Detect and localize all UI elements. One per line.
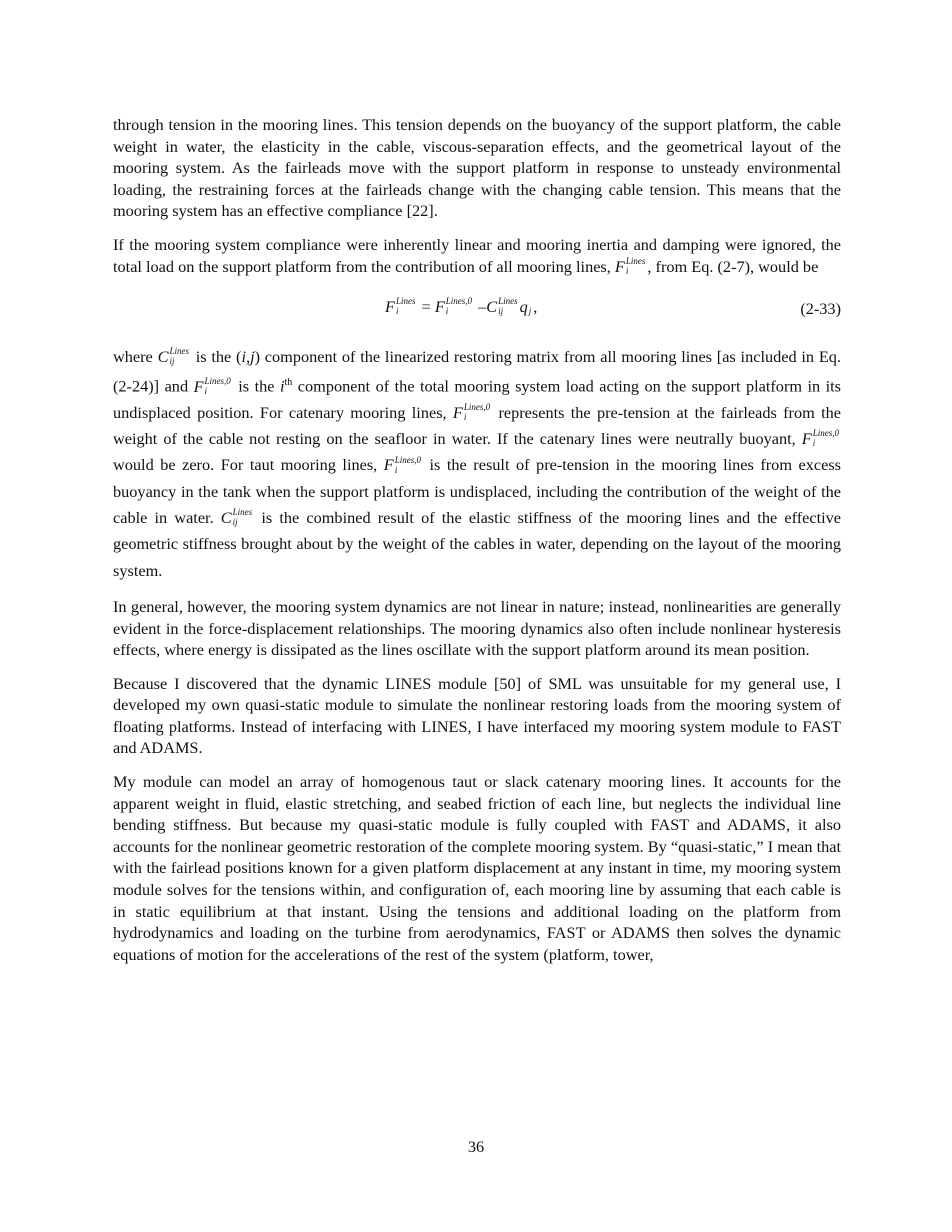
math-F-lines (385, 296, 417, 318)
math-C-lines (486, 296, 519, 318)
paragraph-module-capabilities: My module can model an array of homogenous taut or slack catenary mooring lines. It accounts for the apparent weight in fluid, elastic stretching, and seabed friction of each line, but neglects the individual line bending stiffness. But because my quasi-static module is fully coupled with FAST and ADAMS, it also accounts for the nonlinear geometric restoration of the complete mooring system. By “quasi-static,” I mean that with the fairlead positions known for a given platform displacement at any instant in time, my mooring system module solves for the tensions within, and configuration of, each mooring line by assuming that each cable is in static equilibrium at that instant. Using the tensions and additional loading on the platform from hydrodynamics and loading on the turbine from aerodynamics, FAST or ADAMS then solves the dynamic equations of motion for the accelerations of the rest of the system (platform, tower, (113, 772, 841, 964)
scripts (396, 296, 416, 316)
superscript: Lines (498, 296, 518, 307)
symbol: C (157, 346, 169, 366)
subscript: ij (169, 356, 175, 367)
scripts (233, 507, 253, 527)
subscript: i (395, 306, 399, 317)
scripts (205, 376, 231, 396)
text: represents the pre-tension at the fairleads from the weight of the cable not resting on the seafloor in water. If the catenary lines were neutrally buoyant, (113, 402, 841, 449)
subscript: i (204, 385, 208, 396)
paragraph-module-development: Because I discovered that the dynamic LINES module [50] of SML was unsuitable for my general use, I developed my own quasi-static module to simulate the nonlinear restoring loads from the mooring system of floating platforms. Instead of interfacing with LINES, I have interfaced my mooring system module to FAST and ADAMS. (113, 673, 841, 758)
subscript: i (625, 265, 629, 276)
superscript: Lines (395, 296, 416, 307)
math-F-lines0 (384, 452, 423, 478)
math-F-lines0 (194, 374, 233, 400)
equation-number: (2-33) (800, 298, 841, 318)
superscript: Lines (232, 507, 253, 518)
italic-ij: i,j (241, 346, 255, 366)
symbol: C (220, 508, 232, 528)
math-F-lines (615, 256, 647, 278)
text: where (113, 346, 153, 366)
text: ) component of the linearized restoring matrix from all mooring lines [as included in Eq. (2-24)] and (113, 346, 841, 396)
scripts (395, 455, 421, 475)
page-number: 36 (467, 1137, 485, 1156)
symbol: F (434, 296, 445, 316)
paragraph-restoring-matrix (113, 344, 841, 584)
scripts (529, 296, 532, 316)
equation-body (385, 296, 537, 318)
subscript: ij (232, 517, 238, 528)
math-C-lines (221, 505, 254, 531)
subscript: i (812, 438, 816, 449)
symbol: F (383, 455, 394, 475)
text: If the mooring system compliance were inherently linear and mooring inertia and damping were ignored, the total load on the support platform from the contribution of all mooring lines, (113, 234, 841, 276)
superscript: Lines,0 (445, 296, 473, 307)
superscript: Lines,0 (463, 402, 491, 413)
subscript: ij (498, 306, 504, 317)
comma: , (533, 296, 538, 316)
math-C-lines (158, 344, 191, 370)
paragraph-mooring-tension: through tension in the mooring lines. This tension depends on the buoyancy of the support platform, the cable weight in water, the elasticity in the cable, viscous-separation effects, and the geometrical layout of the mooring system. As the fairleads move with the support platform in response to unsteady environmental loading, the restraining forces at the fairleads change with the changing cable tension. This means that the mooring system has an effective compliance [22]. (113, 115, 841, 221)
symbol: F (614, 256, 625, 276)
subscript: j (528, 306, 532, 317)
ordinal-th: th (284, 377, 293, 389)
superscript: Lines,0 (204, 375, 231, 386)
math-q-j (520, 296, 534, 318)
subscript: i (445, 306, 449, 317)
scripts (464, 402, 490, 422)
text: is the result of pre-tension in the mooring lines from excess buoyancy in the tank when the support platform is undisplaced, including the contribution of the weight of the cable in water. (113, 455, 841, 528)
superscript: Lines (169, 346, 189, 357)
paragraph-linear-compliance (113, 234, 841, 278)
subscript: i (394, 464, 398, 475)
symbol: F (193, 376, 204, 396)
symbol: F (385, 296, 395, 316)
superscript: Lines (625, 255, 646, 266)
text: , from Eq. (2-7), would be (647, 256, 819, 276)
math-F-lines0 (453, 400, 492, 426)
document-page (113, 114, 841, 977)
equals-sign: = (421, 296, 431, 316)
text: is the ( (195, 346, 242, 366)
subscript: i (463, 412, 467, 423)
math-F-lines0 (802, 426, 841, 452)
minus-sign: – (478, 296, 487, 316)
italic-i: i (280, 376, 285, 396)
symbol: F (452, 402, 463, 422)
text: would be zero. For taut mooring lines, (113, 455, 378, 475)
text: is the (238, 376, 275, 396)
math-F-lines0 (435, 296, 474, 318)
equation-2-33 (113, 290, 841, 334)
scripts (169, 346, 189, 366)
scripts (446, 296, 472, 316)
text: is the combined result of the elastic stiffness of the mooring lines and the effective geometric stiffness brought about by the weight of the cables in water, depending on the layout of the mooring system. (113, 508, 841, 580)
scripts (498, 296, 518, 316)
superscript: Lines,0 (812, 428, 839, 439)
paragraph-nonlinear-dynamics: In general, however, the mooring system dynamics are not linear in nature; instead, nonlinearities are generally evident in the force-displacement relationships. The mooring dynamics also often include nonlinear hysteresis effects, where energy is dissipated as the lines oscillate with the support platform around its mean position. (113, 596, 841, 660)
scripts (813, 428, 839, 448)
symbol: q (519, 296, 528, 316)
symbol: F (801, 429, 812, 449)
text: component of the total mooring system load acting on the support platform in its undisplaced position. For catenary mooring lines, (113, 376, 842, 422)
symbol: C (486, 296, 498, 316)
superscript: Lines,0 (394, 454, 421, 465)
scripts (626, 256, 646, 276)
